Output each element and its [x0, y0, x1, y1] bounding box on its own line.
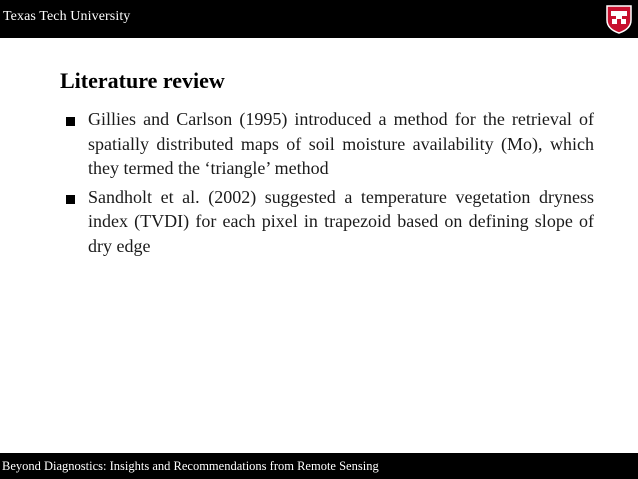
bullet-text: Gillies and Carlson (1995) introduced a method for the retrieval of spatially distributed maps of soil moisture availability (Mo), which they termed the ‘triangle’ method: [88, 109, 594, 178]
bullet-item: [66, 185, 594, 259]
square-bullet-icon: [66, 117, 75, 126]
footer-text: Beyond Diagnostics: Insights and Recommendations from Remote Sensing: [2, 459, 379, 473]
bullet-text: Sandholt et al. (2002) suggested a temperature vegetation dryness index (TVDI) for each pixel in trapezoid based on defining slope of dry edge: [88, 186, 594, 256]
footer-bar: [0, 453, 638, 479]
university-name: Texas Tech University: [3, 9, 131, 24]
square-bullet-icon: [66, 195, 75, 204]
bullet-item: [66, 107, 594, 181]
bullet-list: [66, 107, 594, 262]
texas-tech-shield-logo-icon: [606, 5, 632, 34]
slide-title: Literature review: [60, 68, 225, 93]
header-bar: [0, 0, 638, 38]
